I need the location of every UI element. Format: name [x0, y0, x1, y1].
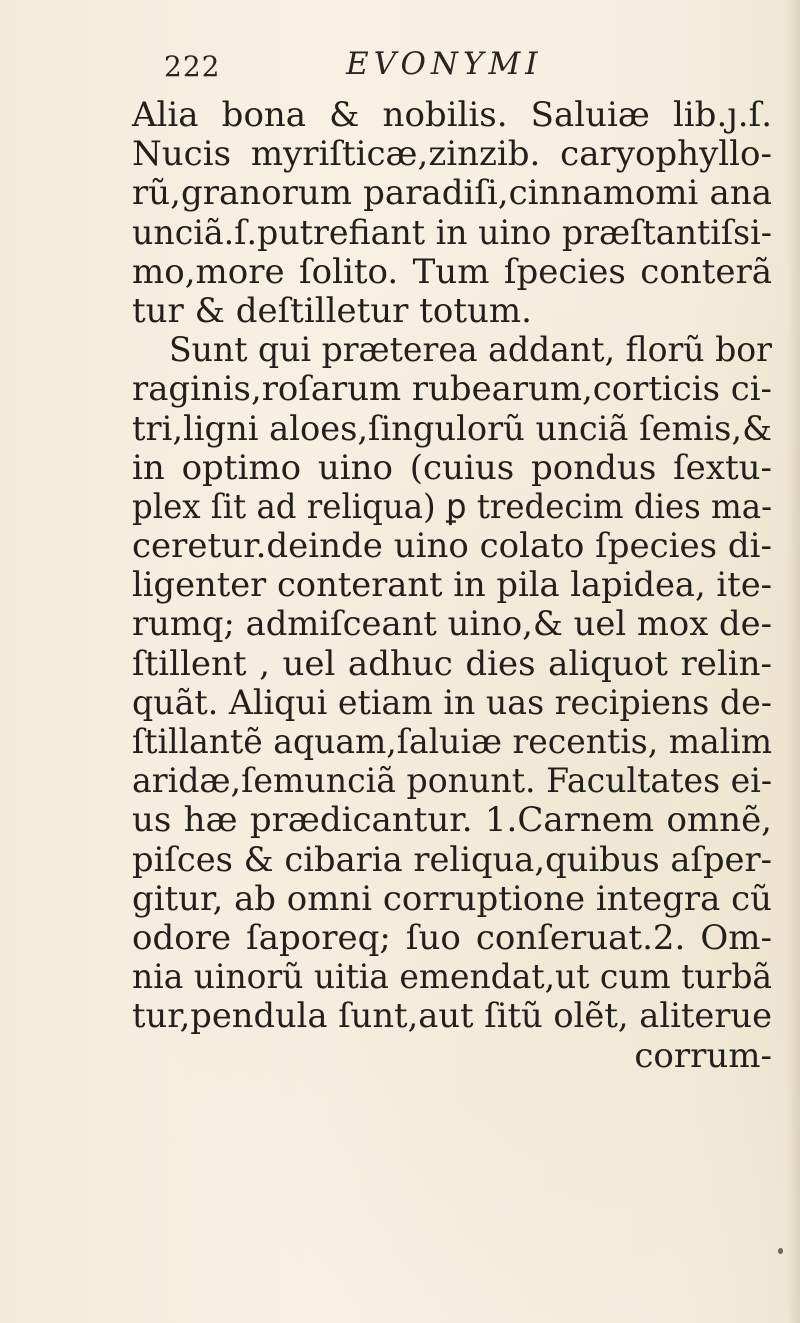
text-line: ligenter conterant in pila lapidea, ite- [132, 565, 773, 606]
text-line: ſtillantẽ aquam,ſaluiæ recentis, malim [132, 722, 773, 762]
text-line: Alia bona & nobilis. Saluiæ lib.ȷ.ſ. [132, 95, 772, 135]
text-line: Sunt qui præterea addant, florũ bor [168, 330, 772, 371]
text-line: mo,more ſolito. Tum ſpecies conterã [132, 251, 772, 292]
text-line: raginis,roſarum rubearum,corticis ci- [132, 369, 772, 410]
text-line: tri,ligni aloes,ſingulorũ unciã ſemis,& [132, 408, 773, 449]
text-line: Nucis myriſticæ,zinzib. caryophyllo- [132, 134, 772, 175]
text-line: gitur, ab omni corruptione integra cũ [132, 878, 772, 919]
text-line: quãt. Aliqui etiam in uas recipiens de- [132, 682, 773, 723]
text-line: tur & deſtilletur totum. [132, 290, 532, 331]
text-line: ſtillent , uel adhuc dies aliquot relin- [132, 643, 772, 684]
text-line: rũ,granorum paradiſi,cinnamomi ana [132, 173, 772, 214]
body-text [132, 96, 772, 1076]
text-line: ceretur.deinde uino colato ſpecies di- [132, 526, 773, 567]
page-number: 222 [164, 50, 221, 83]
text-line: unciã.ſ.putrefiant in uino præſtantiſsi- [132, 212, 772, 253]
text-line: in optimo uino (cuius pondus ſextu- [132, 447, 772, 488]
running-head [164, 46, 634, 94]
text-line: odore ſaporeq; ſuo conſeruat.2. Om- [132, 917, 772, 958]
ink-speck [778, 1248, 783, 1254]
running-head-title: EVONYMI [346, 46, 543, 82]
page-edge-shadow [786, 0, 800, 1323]
text-line: plex ſit ad reliqua) ꝑ tredecim dies ma- [132, 486, 773, 527]
text-line: rumq; admiſceant uino,& uel mox de- [132, 604, 772, 645]
catchword: corrum- [634, 1035, 772, 1076]
text-line: piſces & cibaria reliqua,quibus aſper- [132, 839, 772, 880]
text-line: aridæ,ſemunciã ponunt. Facultates ei- [132, 761, 773, 802]
text-line: nia uinorũ uitia emendat,ut cum turbã [132, 957, 773, 998]
text-line: us hæ prædicantur. 1.Carnem omnẽ, [132, 800, 772, 841]
text-line: tur,pendula ſunt,aut ſitũ olẽt, aliterue [132, 996, 773, 1037]
